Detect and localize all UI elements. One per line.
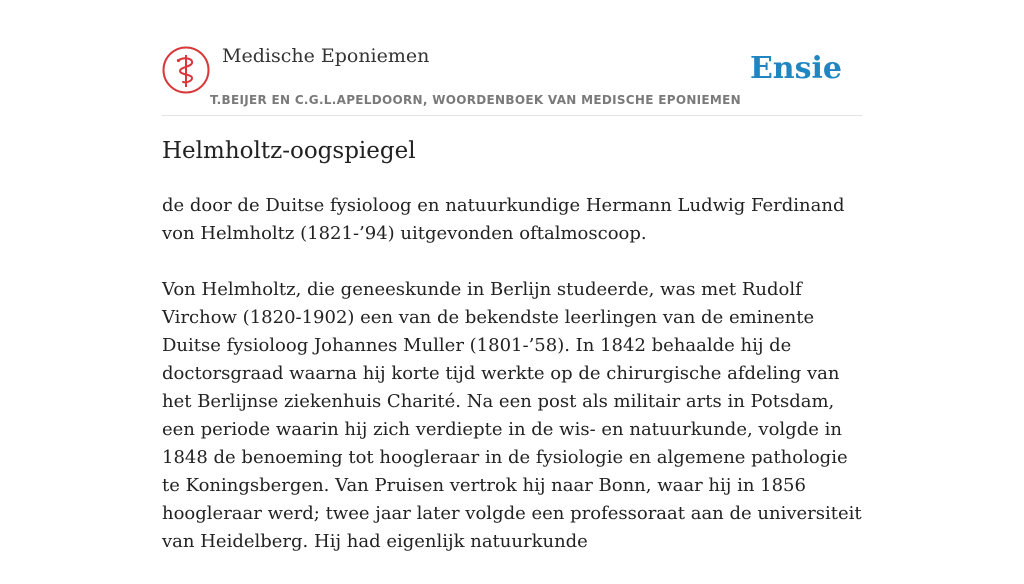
biography-paragraph: Von Helmholtz, die geneeskunde in Berlijn studeerde, was met Rudolf Virchow (1820-1902) een van de bekendste leerlingen van de eminente Duitse fysioloog Johannes Muller (1801-’58). In 1842 behaalde hij de doctorsgraad waarna hij korte tijd werkte op de chirurgische afdeling van het Berlijnse ziekenhuis Charité. Na een post als militair arts in Potsdam, een periode waarin hij zich verdiepte in de wis- en natuurkunde, volgde in 1848 de benoeming tot hoogleraar in de fysiologie en algemene pathologie te Koningsbergen. Van Pruisen vertrok hij naar Bonn, waar hij in 1856 hoogleraar werd; twee jaar later volgde een professoraat aan de universiteit van Heidelberg. Hij had eigenlijk natuurkunde [162,279,862,552]
entry-body [162,192,862,584]
definition-paragraph: de door de Duitse fysioloog en natuurkundige Hermann Ludwig Ferdinand von Helmholtz (1821-’94) uitgevonden oftalmoscoop. [162,195,845,244]
site-name[interactable]: Medische Eponiemen [222,45,430,67]
page [162,0,862,552]
source-attribution: T.BEIJER EN C.G.L.APELDOORN, WOORDENBOEK VAN MEDISCHE EPONIEMEN [210,93,742,107]
brand-logo[interactable]: Ensie [749,51,842,86]
caduceus-icon[interactable] [162,46,210,94]
page-title: Helmholtz-oogspiegel [162,138,416,164]
header [162,0,862,116]
